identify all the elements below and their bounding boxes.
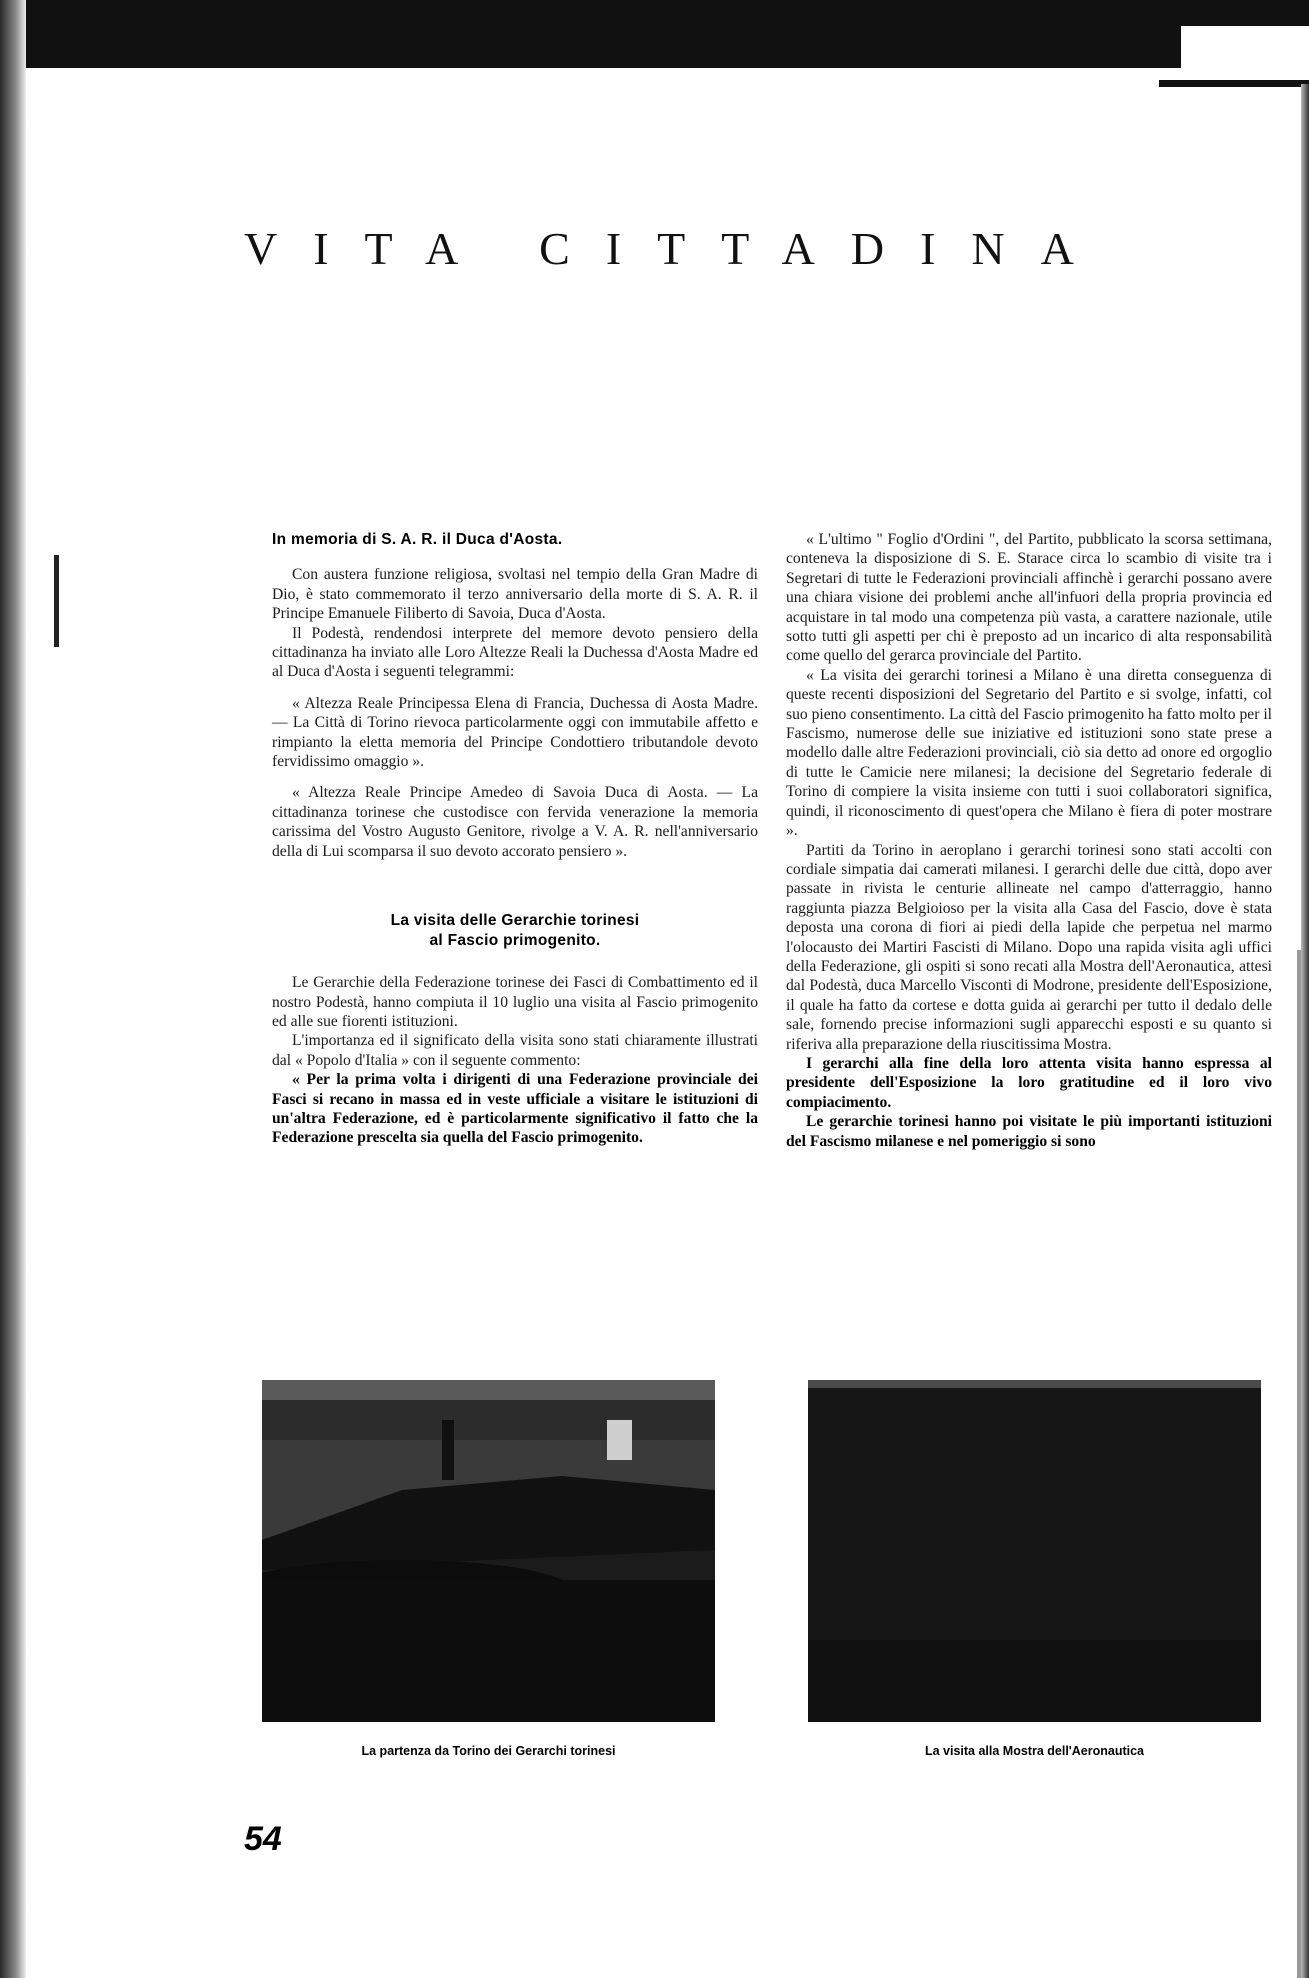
page-number: 54 xyxy=(244,1820,282,1858)
photo-departure-turin xyxy=(262,1380,715,1722)
article-paragraph: « La visita dei gerarchi torinesi a Milano è una diretta conseguenza di queste recenti disposizioni del Segretario del Partito e si svolge, infatti, col suo pieno consentimento. La città del Fascio primogenito ha fatto molto per il Fascismo, numerose delle sue iniziative ed istituzioni sono state prese a modello dalle altre Federazioni provinciali, ciò sia detto ad onore ed orgoglio di tutte le Camicie nere milanesi; la decisione del Segretario federale di Torino di compiere la visita insieme con tutti i suoi collaboratori significa, quindi, il riconoscimento di quest'opera che Milano è fiera di poter mostrare ». xyxy=(786,666,1272,840)
heading-line: al Fascio primogenito. xyxy=(429,932,601,950)
photo-caption-departure: La partenza da Torino dei Gerarchi torinesi xyxy=(361,1744,616,1758)
photo-caption-exhibition: La visita alla Mostra dell'Aeronautica xyxy=(924,1744,1145,1758)
article-heading-visita-gerarchie xyxy=(272,911,758,951)
left-margin-mark xyxy=(54,555,59,647)
right-scan-edge xyxy=(1301,84,1309,1978)
heading-line: La visita delle Gerarchie torinesi xyxy=(390,912,640,930)
article-paragraph: Con austera funzione religiosa, svoltasi nel tempio della Gran Madre di Dio, è stato commemorato il terzo anniversario della morte di S. A. R. il Principe Emanuele Filiberto di Savoia, Duca d'Aosta. xyxy=(272,566,758,623)
band-notch xyxy=(1181,26,1309,84)
right-scan-strip xyxy=(1297,950,1301,1978)
page-title: VITA CITTADINA xyxy=(244,223,1110,274)
photo-exhibition-image xyxy=(808,1380,1261,1722)
article-paragraph: Partiti da Torino in aeroplano i gerarchi torinesi sono stati accolti con cordiale simpatia dai camerati milanesi. I gerarchi delle due città, dopo aver passate in rivista le centurie allineate nel campo d'atterraggio, hanno raggiunta piazza Belgioioso per la visita alla Casa del Fascio, dove è stata deposta una corona di fiori ai piedi della lapide che perpetua nel marmo l'olocausto dei Martiri Fascisti di Milano. Dopo una rapida visita agli uffici della Federazione, gli ospiti si sono recati alla Mostra dell'Aeronautica, attesi dal Podestà, duca Marcello Visconti di Modrone, presidente dell'Esposizione, il quale ha fatto da cortese e dotta guida ai gerarchi per tutto il dedalo delle sale, fornendo precise informazioni sugli apparecchi esposti e su quanto si riferiva alla preparazione della riuscitissima Mostra. xyxy=(786,841,1272,1053)
left-scan-edge xyxy=(0,0,26,1978)
telegram-paragraph: « Altezza Reale Principe Amedeo di Savoia Duca di Aosta. — La cittadinanza torinese che custodisce con fervida venerazione la memoria carissima del Vostro Augusto Genitore, rivolge a V. A. R. nell'anniversario della di Lui scomparsa il suo devoto accorato pensiero ». xyxy=(272,784,758,860)
article-paragraph: « L'ultimo " Foglio d'Ordini ", del Partito, pubblicato la scorsa settimana, conteneva la disposizione di S. E. Starace circa lo scambio di visite tra i Segretari di tutte le Federazioni provinciali affinchè i gerarchi possano avere una chiara visione dei problemi anche all'infuori della propria provincia ed acquistare in tal modo una competenza più vasta, a carattere nazionale, utile sotto tutti gli aspetti per chi è preposto ad un incarico di alta responsabilità come quello del gerarca provinciale del Partito. xyxy=(786,531,1272,665)
band-notch-line xyxy=(1159,80,1309,87)
article-paragraph: « Per la prima volta i dirigenti di una Federazione provinciale dei Fasci si recano in massa ed in veste ufficiale a visitare le istituzioni di un'altra Federazione, ed è particolarmente significativo il fatto che la Federazione prescelta sia quella del Fascio primogenito. xyxy=(272,1071,758,1147)
article-paragraph: Le Gerarchie della Federazione torinese dei Fasci di Combattimento ed il nostro Podestà, hanno compiuta il 10 luglio una visita al Fascio primogenito ed alle sue fiorenti istituzioni. xyxy=(272,974,758,1030)
article-heading-duca-aosta: In memoria di S. A. R. il Duca d'Aosta. xyxy=(272,531,563,548)
right-column xyxy=(786,530,1272,1151)
telegram-paragraph: « Altezza Reale Principessa Elena di Francia, Duchessa di Aosta Madre. — La Città di Torino rievoca particolarmente oggi con immutabile affetto e rimpianto la eletta memoria del Principe Condottiero tributandole devoto fervidissimo omaggio ». xyxy=(272,694,758,771)
top-dark-band xyxy=(0,0,1309,68)
photo-aeronautics-exhibition xyxy=(808,1380,1261,1722)
left-column xyxy=(272,530,758,1148)
article-paragraph: L'importanza ed il significato della visita sono stati chiaramente illustrati dal « Popolo d'Italia » con il seguente commento: xyxy=(272,1032,758,1069)
article-paragraph: Il Podestà, rendendosi interprete del memore devoto pensiero della cittadinanza ha inviato alle Loro Altezze Reali la Duchessa d'Aosta Madre ed al Duca d'Aosta i seguenti telegrammi: xyxy=(272,624,758,681)
article-paragraph: Le gerarchie torinesi hanno poi visitate le più importanti istituzioni del Fascismo milanese e nel pomeriggio si sono xyxy=(786,1113,1272,1150)
article-paragraph: I gerarchi alla fine della loro attenta visita hanno espressa al presidente dell'Esposizione la loro gratitudine ed il loro vivo compiacimento. xyxy=(786,1054,1272,1111)
photo-departure-image xyxy=(262,1380,715,1722)
